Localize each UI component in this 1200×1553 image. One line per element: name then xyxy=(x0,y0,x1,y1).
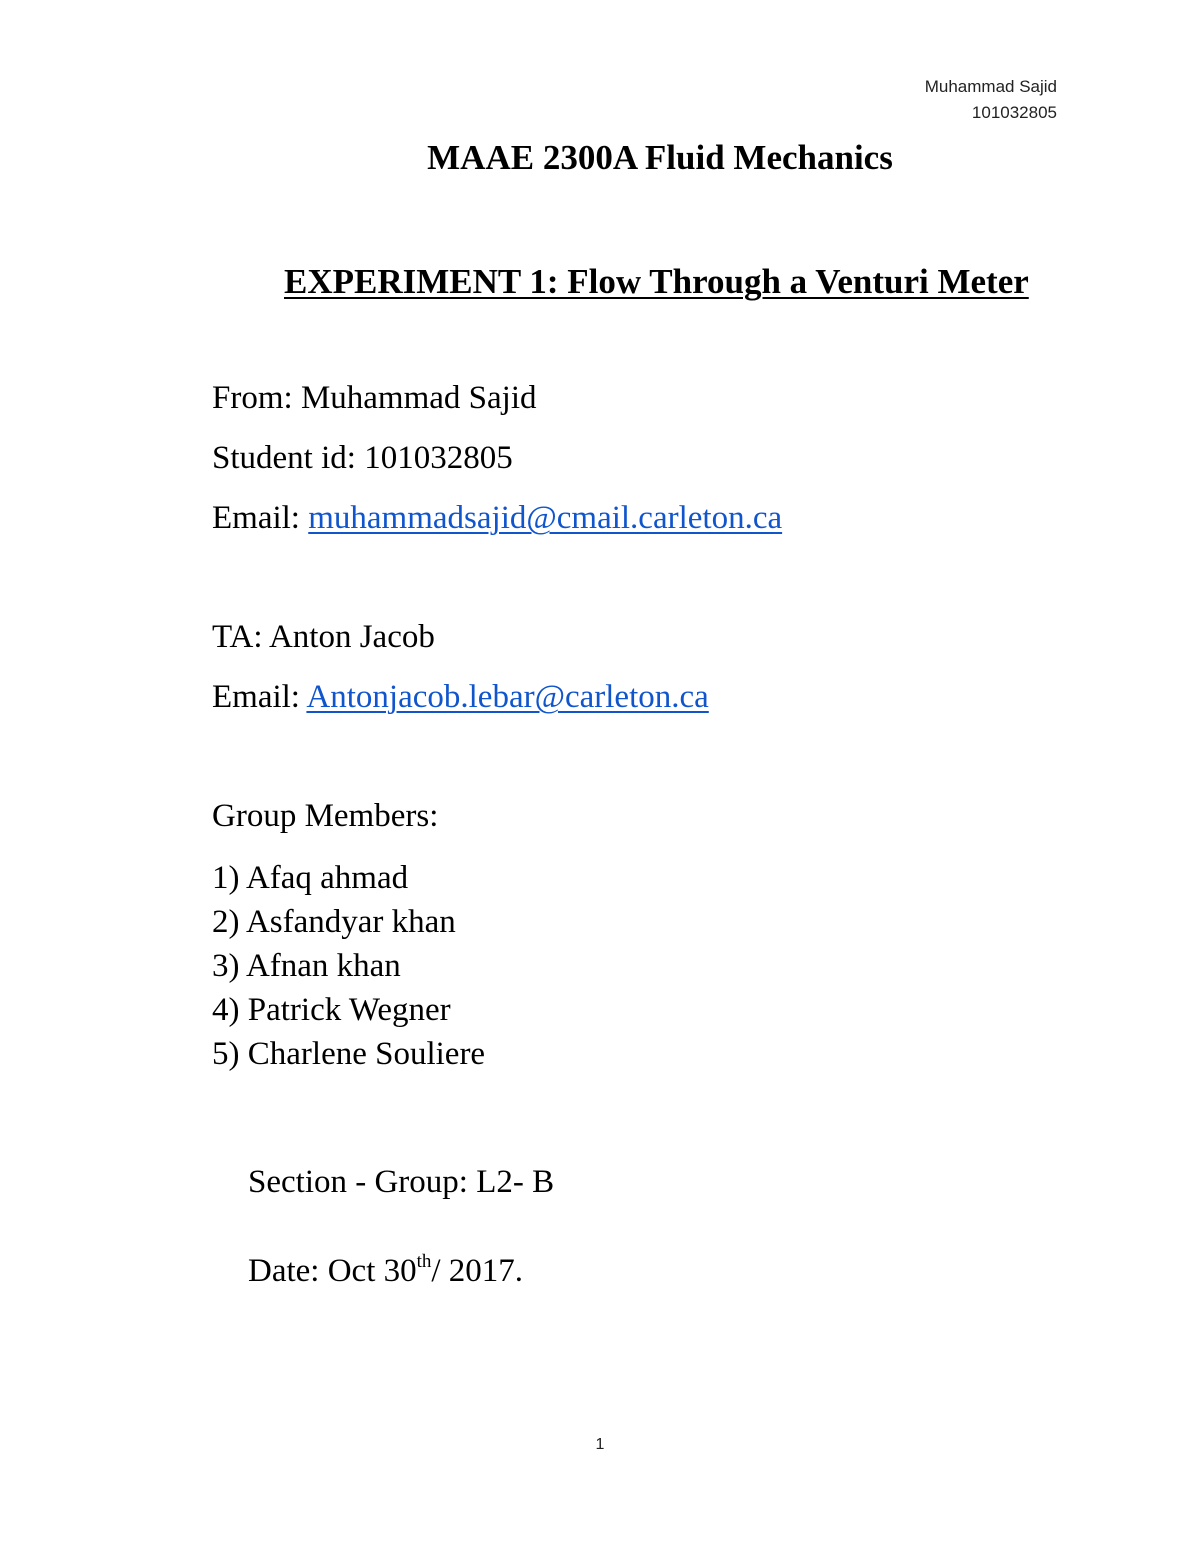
student-email-label: Email: xyxy=(212,500,309,536)
course-title: MAAE 2300A Fluid Mechanics xyxy=(427,138,893,177)
from-label: From: xyxy=(212,380,301,416)
list-item: 4) Patrick Wegner xyxy=(212,992,451,1028)
page-number: 1 xyxy=(595,1436,605,1453)
list-item: 3) Afnan khan xyxy=(212,948,401,984)
list-item: 1) Afaq ahmad xyxy=(212,860,409,896)
date-superscript: th xyxy=(416,1251,432,1272)
from-line xyxy=(212,380,537,417)
student-email-link[interactable]: muhammadsajid@cmail.carleton.ca xyxy=(308,500,783,536)
ta-email-label: Email: xyxy=(212,679,307,715)
ta-email-line xyxy=(212,679,709,716)
group-members-list xyxy=(212,856,485,1076)
student-id-value: 101032805 xyxy=(364,440,513,476)
ta-line xyxy=(212,619,435,656)
ta-label: TA: xyxy=(212,619,269,655)
group-members-heading: Group Members: xyxy=(212,798,439,834)
header-author: Muhammad Sajid xyxy=(924,77,1057,96)
student-email-line xyxy=(212,500,782,537)
from-name: Muhammad Sajid xyxy=(300,380,537,416)
list-item: 2) Asfandyar khan xyxy=(212,904,456,940)
student-id-label: Student id: xyxy=(212,440,365,476)
date-line xyxy=(248,1253,523,1290)
page-header xyxy=(925,74,1057,126)
list-item: 5) Charlene Souliere xyxy=(212,1036,486,1072)
header-student-number: 101032805 xyxy=(971,103,1057,122)
ta-name: Anton Jacob xyxy=(268,619,435,655)
date-prefix: Date: Oct 30 xyxy=(248,1253,417,1289)
section-group-line: Section - Group: L2- B xyxy=(248,1164,555,1200)
date-suffix: / 2017. xyxy=(431,1253,524,1289)
experiment-title: EXPERIMENT 1: Flow Through a Venturi Meter xyxy=(284,262,1029,301)
ta-email-link[interactable]: Antonjacob.lebar@carleton.ca xyxy=(306,679,709,715)
student-id-line xyxy=(212,440,513,477)
